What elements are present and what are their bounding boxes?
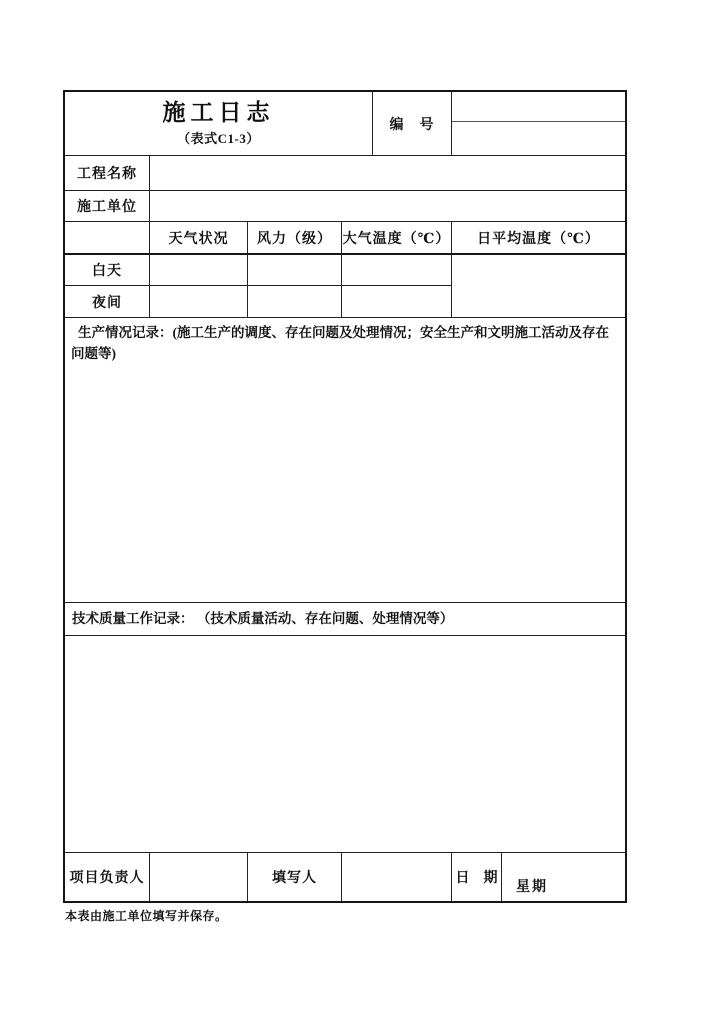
filler-label-cell bbox=[248, 853, 342, 901]
title-block bbox=[163, 100, 275, 146]
project-leader-signature-field[interactable] bbox=[150, 853, 248, 901]
footer-note: 本表由施工单位填写并保存。 bbox=[65, 909, 228, 923]
serial-label-cell bbox=[373, 92, 452, 156]
daytime-label: 白天 bbox=[92, 264, 122, 279]
weather-condition-header-cell bbox=[150, 222, 248, 255]
project-name-label: 工程名称 bbox=[77, 167, 137, 182]
filler-signature-field[interactable] bbox=[342, 853, 452, 901]
title-cell bbox=[65, 92, 373, 156]
serial-value-top-field[interactable] bbox=[452, 92, 625, 122]
daytime-label-cell bbox=[65, 255, 150, 286]
air-temp-header: 大气温度（℃） bbox=[342, 231, 451, 247]
weather-corner-cell bbox=[65, 222, 150, 255]
night-wind-field[interactable] bbox=[248, 286, 342, 318]
night-label-cell bbox=[65, 286, 150, 318]
night-label: 夜间 bbox=[92, 295, 122, 311]
project-name-field[interactable] bbox=[150, 156, 625, 191]
daytime-wind-field[interactable] bbox=[248, 255, 342, 286]
contractor-field[interactable] bbox=[150, 191, 625, 222]
daytime-weather-field[interactable] bbox=[150, 255, 248, 286]
night-weather-field[interactable] bbox=[150, 286, 248, 318]
project-leader-label: 项目负责人 bbox=[69, 871, 145, 886]
avg-temp-header: 日平均温度（℃） bbox=[477, 231, 600, 247]
filler-label: 填写人 bbox=[272, 871, 317, 886]
air-temp-header-cell bbox=[342, 222, 452, 255]
construction-log-form bbox=[63, 90, 627, 903]
project-leader-label-cell bbox=[65, 853, 150, 901]
week-label: 星期 bbox=[516, 880, 548, 895]
wind-force-header: 风力（级） bbox=[257, 231, 332, 247]
quality-record-heading: 技术质量工作记录： （技术质量活动、存在问题、处理情况等） bbox=[72, 610, 454, 626]
contractor-label-cell bbox=[65, 191, 150, 222]
quality-record-heading-cell bbox=[65, 603, 625, 636]
avg-temp-header-cell bbox=[452, 222, 625, 255]
serial-label: 编 号 bbox=[389, 117, 435, 133]
form-subtitle: （表式C1-3） bbox=[177, 130, 260, 146]
serial-value-bottom-field[interactable] bbox=[452, 122, 625, 156]
date-label-cell bbox=[452, 853, 502, 901]
night-temp-field[interactable] bbox=[342, 286, 452, 318]
date-week-field[interactable] bbox=[502, 853, 625, 901]
daytime-temp-field[interactable] bbox=[342, 255, 452, 286]
form-title: 施工日志 bbox=[162, 100, 275, 126]
project-name-label-cell bbox=[65, 156, 150, 191]
production-record-heading: 生产情况记录：(施工生产的调度、存在问题及处理情况；安全生产和文明施工活动及存在问题等) bbox=[71, 325, 609, 361]
production-record-field[interactable] bbox=[65, 318, 625, 603]
daily-avg-temp-field[interactable] bbox=[452, 255, 625, 318]
date-label: 日 期 bbox=[455, 871, 498, 886]
contractor-label: 施工单位 bbox=[77, 200, 137, 215]
quality-record-field[interactable] bbox=[65, 636, 625, 853]
weather-condition-header: 天气状况 bbox=[168, 231, 229, 247]
wind-force-header-cell bbox=[248, 222, 342, 255]
